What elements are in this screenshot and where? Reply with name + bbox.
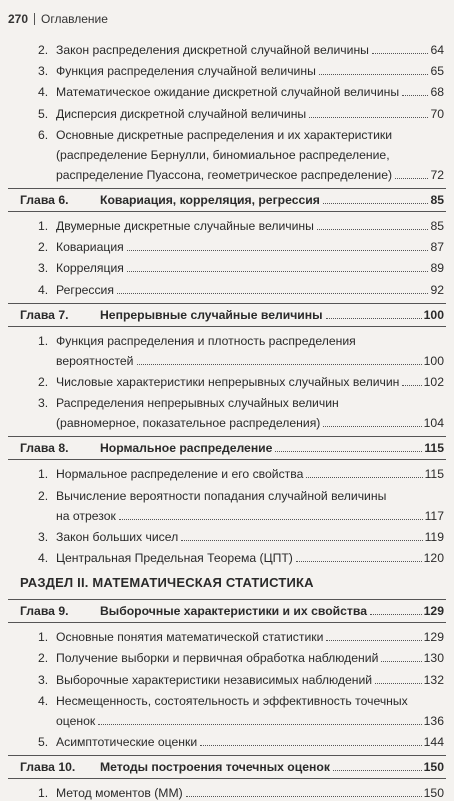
dot-leader	[137, 363, 422, 365]
toc-line	[56, 353, 444, 369]
item-number: 3.	[38, 396, 49, 411]
item-title: Числовые характеристики непрерывных случайных величин	[56, 375, 400, 389]
chapter-label: Глава 7.	[20, 307, 69, 322]
dot-leader	[395, 177, 428, 179]
dot-leader	[370, 613, 422, 615]
toc-line	[38, 42, 444, 58]
page-ref: 100	[423, 307, 444, 322]
item-title: (распределение Бернулли, биномиальное распределение,	[56, 147, 390, 162]
item-title-line	[38, 488, 386, 504]
page-ref: 132	[423, 672, 444, 687]
toc-line	[38, 629, 444, 645]
dot-leader	[317, 228, 429, 230]
toc-line	[38, 550, 444, 566]
chapter-label: Глава 8.	[20, 441, 69, 456]
dot-leader	[323, 202, 429, 204]
item-number: 1.	[38, 467, 49, 482]
item-title: Распределения непрерывных случайных величин	[56, 396, 339, 411]
page-ref: 92	[430, 282, 444, 297]
toc-line	[56, 713, 444, 729]
item-number: 1.	[38, 219, 49, 233]
dot-leader	[275, 450, 422, 452]
item-number: 4.	[38, 282, 49, 297]
page-ref: 64	[430, 43, 444, 57]
toc-line	[20, 603, 444, 619]
item-title: Ковариация	[56, 240, 124, 255]
item-number: 5.	[38, 106, 49, 121]
item-title: Двумерные дискретные случайные величины	[56, 219, 314, 233]
toc-line	[38, 106, 444, 122]
item-title: Математическое ожидание дискретной случайной величины	[56, 85, 400, 100]
dot-leader	[127, 249, 429, 251]
item-number: 2.	[38, 375, 49, 389]
toc-line	[38, 282, 444, 298]
item-title: (равномерное, показательное распределения)	[56, 416, 321, 431]
item-title: Центральная Предельная Теорема (ЦПТ)	[56, 551, 293, 565]
dot-leader	[98, 723, 421, 725]
chapter-title: Методы построения точечных оценок	[100, 760, 330, 775]
page-ref: 102	[423, 375, 444, 389]
item-number: 6.	[38, 127, 49, 142]
item-title-line	[56, 147, 390, 163]
page-ref: 129	[423, 604, 444, 619]
item-title: Выборочные характеристики независимых наблюдений	[56, 672, 373, 687]
toc-line	[38, 529, 444, 545]
toc-line	[56, 167, 444, 183]
item-title: Функция распределения и плотность распределения	[56, 333, 356, 348]
item-title-line	[38, 333, 356, 349]
toc-line	[56, 508, 444, 524]
page-ref: 68	[430, 85, 444, 100]
toc-line	[38, 218, 444, 234]
toc-line	[38, 672, 444, 688]
item-title: Основные понятия математической статистики	[56, 630, 324, 645]
dot-leader	[323, 425, 421, 427]
header-divider	[34, 13, 35, 25]
page-ref: 117	[424, 508, 444, 523]
page-ref: 130	[423, 651, 444, 666]
toc-line	[38, 650, 444, 666]
toc-line	[38, 734, 444, 750]
dot-leader	[119, 518, 423, 520]
toc-line	[20, 307, 444, 323]
dot-leader	[372, 52, 429, 54]
page-ref: 150	[423, 786, 444, 801]
page-ref: 85	[430, 219, 444, 233]
dot-leader	[319, 73, 429, 75]
dot-leader	[117, 292, 428, 294]
page-ref: 89	[430, 261, 444, 276]
dot-leader	[402, 384, 421, 386]
dot-leader	[296, 560, 422, 562]
page-ref: 85	[430, 193, 444, 207]
dot-leader	[333, 769, 422, 771]
item-title: распределение Пуассона, геометрическое распределение)	[56, 167, 393, 182]
item-number: 3.	[38, 672, 49, 687]
item-title: Функция распределения случайной величины	[56, 64, 316, 79]
page-ref: 119	[424, 529, 444, 544]
section-heading: РАЗДЕЛ II. МАТЕМАТИЧЕСКАЯ СТАТИСТИКА	[20, 575, 314, 591]
page-ref: 100	[423, 353, 444, 368]
item-number: 3.	[38, 529, 49, 544]
item-title: Несмещенность, состоятельность и эффективность точечных	[56, 693, 408, 708]
item-title-line	[38, 693, 408, 709]
chapter-title: Ковариация, корреляция, регрессия	[100, 193, 320, 207]
item-title: оценок	[56, 713, 96, 728]
page-ref: 104	[423, 416, 444, 431]
dot-leader	[127, 270, 429, 272]
page-ref: 144	[423, 735, 444, 749]
header-title: Оглавление	[41, 12, 108, 26]
chapter-title: Нормальное распределение	[100, 441, 273, 456]
page-ref: 150	[423, 760, 444, 775]
item-title: Регрессия	[56, 282, 114, 297]
chapter-title: Выборочные характеристики и их свойства	[100, 604, 367, 619]
toc-line	[38, 374, 444, 390]
toc-line	[38, 260, 444, 276]
item-title: Получение выборки и первичная обработка наблюдений	[56, 651, 379, 666]
dot-leader	[326, 639, 421, 641]
item-number: 5.	[38, 735, 49, 749]
item-title-line	[38, 395, 339, 411]
item-number: 1.	[38, 786, 49, 801]
page-ref: 115	[424, 467, 444, 482]
dot-leader	[381, 660, 421, 662]
item-title: Вычисление вероятности попадания случайной величины	[56, 488, 387, 503]
dot-leader	[309, 116, 428, 118]
item-title: вероятностей	[56, 353, 134, 368]
item-title: Дисперсия дискретной случайной величины	[56, 106, 307, 121]
page-ref: 72	[430, 167, 444, 182]
chapter-title: Непрерывные случайные величины	[100, 307, 323, 322]
chapter-label: Глава 10.	[20, 760, 76, 775]
page-header	[8, 12, 108, 26]
toc-line	[20, 759, 444, 775]
item-title: Асимптотические оценки	[56, 735, 198, 749]
item-number: 3.	[38, 261, 49, 276]
page-number: 270	[8, 12, 29, 26]
toc-line	[20, 192, 444, 208]
page-ref: 120	[423, 551, 444, 565]
item-number: 2.	[38, 43, 49, 57]
dot-leader	[186, 795, 422, 797]
chapter-label: Глава 9.	[20, 604, 69, 619]
dot-leader	[306, 476, 422, 478]
toc-line	[38, 63, 444, 79]
item-title: Метод моментов (ММ)	[56, 786, 183, 801]
item-number: 4.	[38, 693, 49, 708]
toc-line	[38, 466, 444, 482]
item-title: Закон больших чисел	[56, 529, 179, 544]
item-title-line	[38, 127, 392, 143]
toc-line	[38, 239, 444, 255]
page-ref: 65	[430, 64, 444, 79]
page-ref: 129	[423, 630, 444, 645]
toc-line	[20, 440, 444, 456]
page-ref: 115	[424, 441, 444, 456]
page-ref: 136	[423, 713, 444, 728]
dot-leader	[181, 539, 422, 541]
dot-leader	[375, 682, 422, 684]
chapter-label: Глава 6.	[20, 193, 69, 207]
item-number: 2.	[38, 240, 49, 255]
page-ref: 70	[430, 106, 444, 121]
toc-line	[38, 785, 444, 801]
dot-leader	[200, 744, 422, 746]
item-number: 2.	[38, 488, 49, 503]
item-number: 4.	[38, 551, 49, 565]
item-title: Закон распределения дискретной случайной величины	[56, 43, 369, 57]
item-number: 3.	[38, 64, 49, 79]
toc-line	[56, 415, 444, 431]
item-title: на отрезок	[56, 508, 116, 523]
item-number: 4.	[38, 85, 49, 100]
page-ref: 87	[430, 240, 444, 255]
item-title: Корреляция	[56, 261, 124, 276]
item-title: Основные дискретные распределения и их характеристики	[56, 127, 393, 142]
item-number: 2.	[38, 651, 49, 666]
item-number: 1.	[38, 630, 49, 645]
item-number: 1.	[38, 333, 49, 348]
dot-leader	[326, 317, 422, 319]
item-title: Нормальное распределение и его свойства	[56, 467, 304, 482]
toc-line	[38, 84, 444, 100]
dot-leader	[402, 94, 428, 96]
